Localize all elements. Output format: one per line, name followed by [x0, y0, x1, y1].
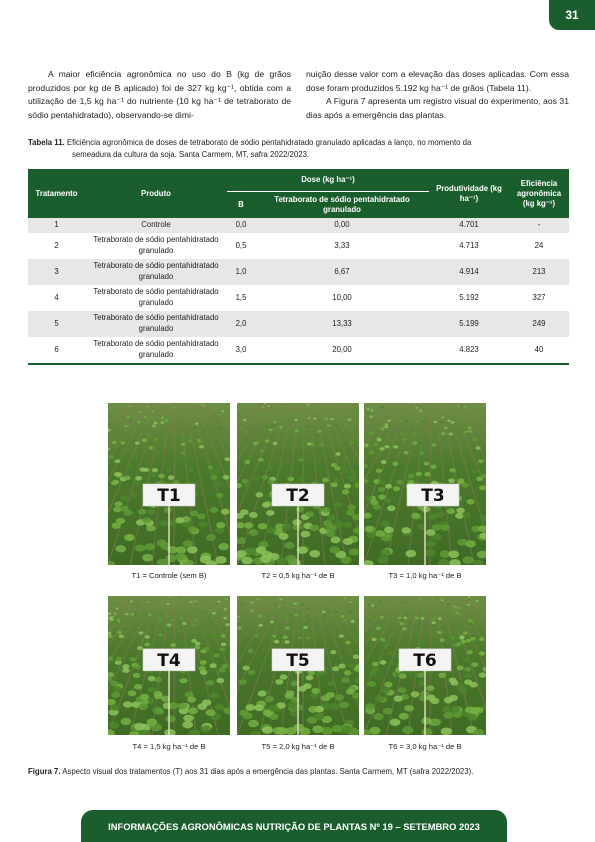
cell-produto: Tetraborato de sódio pentahidratado granulado	[85, 259, 227, 285]
cell-tetraborato: 20,00	[255, 337, 429, 364]
figure-caption-text: Aspecto visual dos tratamentos (T) aos 31 dias após a emergência das plantas. Santa Carmem, MT (safra 2022/2023).	[60, 767, 474, 776]
cell-b: 2,0	[227, 311, 255, 337]
treatment-sign-text: T4	[157, 650, 181, 671]
right-column	[306, 68, 569, 122]
paragraph: nuição desse valor com a elevação das doses aplicadas. Com essa dose foram produzidos 5.192 kg ha⁻¹ de grãos (Tabela 11).	[306, 69, 569, 93]
cell-tratamento: 4	[28, 285, 85, 311]
paragraph: A Figura 7 apresenta um registro visual do experimento, aos 31 dias após a emergência das plantas.	[306, 96, 569, 120]
table-row	[28, 285, 569, 311]
table-row	[28, 233, 569, 259]
treatment-sign-text: T5	[286, 650, 310, 671]
cell-b: 1,0	[227, 259, 255, 285]
table-caption-line1: Eficiência agronômica de doses de tetraborato de sódio pentahidratado granulado aplicadas a lanço, no momento da	[64, 138, 472, 147]
treatment-sign-text: T2	[286, 486, 310, 506]
photo-label: T3 = 1,0 kg ha⁻¹ de B	[388, 571, 462, 580]
photo-label: T5 = 2,0 kg ha⁻¹ de B	[261, 742, 335, 751]
treatment-sign-text: T6	[413, 650, 437, 671]
cell-tratamento: 5	[28, 311, 85, 337]
cell-eficiencia: 213	[509, 259, 569, 285]
field-photo	[108, 596, 230, 735]
header-eficiencia: Eficiência agronômica (kg kg⁻¹)	[509, 169, 569, 218]
cell-eficiencia: 24	[509, 233, 569, 259]
cell-b: 1,5	[227, 285, 255, 311]
header-tetraborato: Tetraborato de sódio pentahidratado granulado	[255, 192, 429, 219]
table-row	[28, 259, 569, 285]
header-dose: Dose (kg ha⁻¹)	[227, 169, 429, 192]
soybean-field-image	[237, 596, 359, 735]
header-b: B	[227, 192, 255, 219]
field-photo	[108, 403, 230, 565]
cell-produto: Tetraborato de sódio pentahidratado granulado	[85, 311, 227, 337]
efficiency-table	[28, 169, 569, 365]
body-text	[28, 68, 569, 122]
table-caption	[28, 137, 569, 161]
soybean-field-image	[108, 596, 230, 735]
cell-produto: Tetraborato de sódio pentahidratado granulado	[85, 233, 227, 259]
field-photo	[364, 403, 486, 565]
cell-tetraborato: 6,67	[255, 259, 429, 285]
cell-eficiencia: -	[509, 218, 569, 233]
photo-label: T4 = 1,5 kg ha⁻¹ de B	[132, 742, 206, 751]
cell-b: 3,0	[227, 337, 255, 364]
cell-produto: Controle	[85, 218, 227, 233]
cell-tratamento: 3	[28, 259, 85, 285]
treatment-sign-text: T1	[157, 486, 181, 506]
cell-tratamento: 1	[28, 218, 85, 233]
header-tratamento: Tratamento	[28, 169, 85, 218]
soybean-field-image	[237, 403, 359, 565]
footer-banner: INFORMAÇÕES AGRONÔMICAS NUTRIÇÃO DE PLANTAS Nº 19 – SETEMBRO 2023	[81, 810, 507, 842]
cell-produto: Tetraborato de sódio pentahidratado granulado	[85, 285, 227, 311]
treatment-sign-text: T3	[421, 486, 445, 506]
figure-caption-label: Figura 7.	[28, 767, 61, 776]
table-row	[28, 337, 569, 364]
cell-b: 0,0	[227, 218, 255, 233]
header-produto: Produto	[85, 169, 227, 218]
cell-produtividade: 4.914	[429, 259, 509, 285]
field-photo	[237, 596, 359, 735]
cell-tratamento: 6	[28, 337, 85, 364]
cell-produtividade: 5.192	[429, 285, 509, 311]
field-photo	[237, 403, 359, 565]
cell-produtividade: 5.199	[429, 311, 509, 337]
left-column	[28, 68, 291, 122]
cell-produtividade: 4.823	[429, 337, 509, 364]
figure-caption	[28, 767, 569, 776]
field-photo	[364, 596, 486, 735]
cell-tetraborato: 10,00	[255, 285, 429, 311]
soybean-field-image	[364, 596, 486, 735]
photo-label: T1 = Controle (sem B)	[131, 571, 207, 580]
cell-produto: Tetraborato de sódio pentahidratado granulado	[85, 337, 227, 364]
cell-produtividade: 4.713	[429, 233, 509, 259]
cell-eficiencia: 249	[509, 311, 569, 337]
cell-eficiencia: 40	[509, 337, 569, 364]
table-caption-line2: semeadura da cultura da soja. Santa Carmem, MT, safra 2022/2023.	[72, 150, 310, 159]
header-produtividade: Produtividade (kg ha⁻¹)	[429, 169, 509, 218]
cell-tetraborato: 3,33	[255, 233, 429, 259]
soybean-field-image	[108, 403, 230, 565]
table-caption-label: Tabela 11.	[28, 138, 65, 147]
cell-eficiencia: 327	[509, 285, 569, 311]
paragraph: A maior eficiência agronômica no uso do B (kg de grãos produzidos por kg de B aplicado) foi de 327 kg kg⁻¹, obtida com a utilização de 1,5 kg ha⁻¹ do nutriente (10 kg ha⁻¹ de tetraborato de sódio pentahidratado), observando-se dimi-	[28, 69, 291, 120]
table-row	[28, 218, 569, 233]
cell-b: 0,5	[227, 233, 255, 259]
cell-tetraborato: 0,00	[255, 218, 429, 233]
cell-tratamento: 2	[28, 233, 85, 259]
page-number: 31	[549, 0, 595, 30]
cell-tetraborato: 13,33	[255, 311, 429, 337]
photo-label: T2 = 0,5 kg ha⁻¹ de B	[261, 571, 335, 580]
photo-label: T6 = 3,0 kg ha⁻¹ de B	[388, 742, 462, 751]
cell-produtividade: 4.701	[429, 218, 509, 233]
table-row	[28, 311, 569, 337]
soybean-field-image	[364, 403, 486, 565]
